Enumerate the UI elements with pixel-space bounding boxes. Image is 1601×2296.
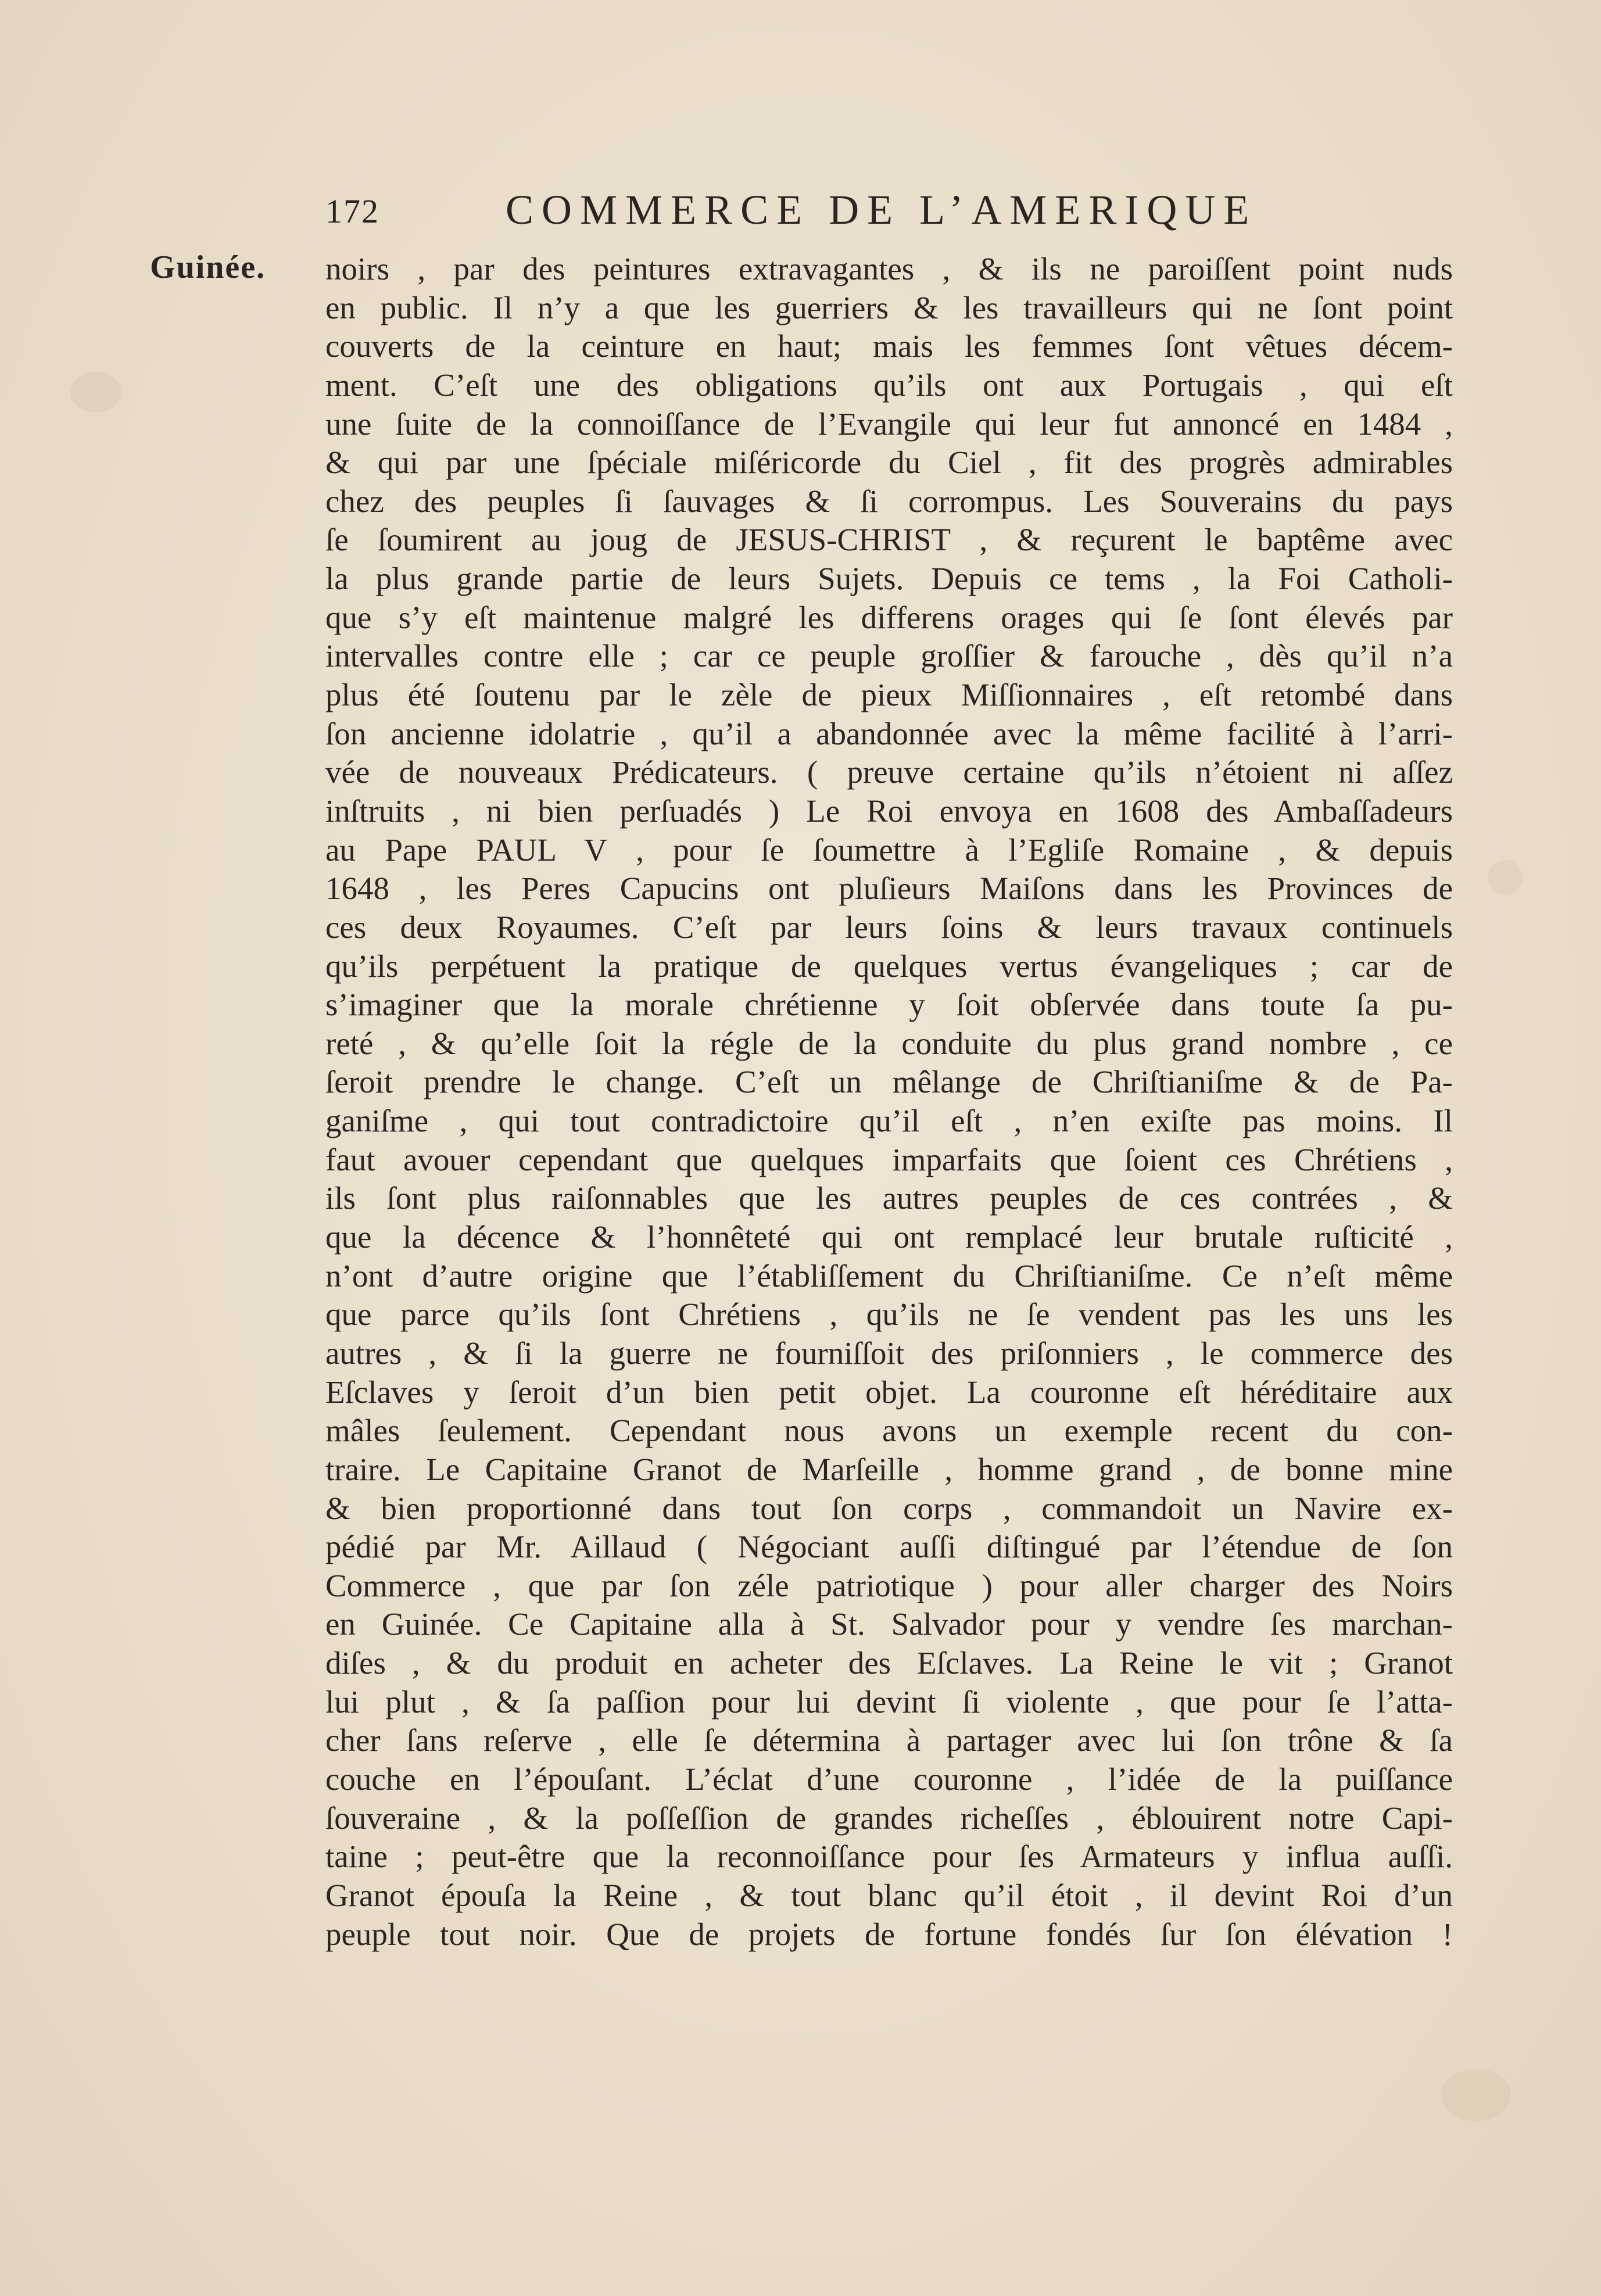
text-line: que s’y eſt maintenue malgré les differens orages qui ſe ſont élevés par (325, 599, 1453, 635)
text-line: taine ; peut-être que la reconnoiſſance pour ſes Armateurs y influa auſſi. (325, 1839, 1453, 1875)
text-line: une ſuite de la connoiſſance de l’Evangile qui leur fut annoncé en 1484 , (325, 406, 1453, 442)
text-line: noirs , par des peintures extravagantes , & ils ne paroiſſent point nuds (325, 251, 1453, 286)
text-line: s’imaginer que la morale chrétienne y ſoit obſervée dans toute ſa pu- (325, 987, 1453, 1023)
text-line: Commerce , que par ſon zéle patriotique ) pour aller charger des Noirs (325, 1567, 1453, 1603)
body-text (325, 250, 1453, 1954)
text-line: diſes , & du produit en acheter des Eſclaves. La Reine le vit ; Granot (325, 1645, 1453, 1681)
text-line: autres , & ſi la guerre ne fourniſſoit des priſonniers , le commerce des (325, 1335, 1453, 1371)
text-line: traire. Le Capitaine Granot de Marſeille , homme grand , de bonne mine (325, 1451, 1453, 1487)
text-line: couverts de la ceinture en haut; mais les femmes ſont vêtues décem- (325, 328, 1453, 364)
text-line: lui plut , & ſa paſſion pour lui devint ſi violente , que pour ſe l’atta- (325, 1684, 1453, 1720)
text-line: que la décence & l’honnêteté qui ont remplacé leur brutale ruſticité , (325, 1219, 1453, 1255)
text-line: cher ſans reſerve , elle ſe détermina à partager avec lui ſon trône & ſa (325, 1722, 1453, 1758)
text-line: ſouveraine , & la poſſeſſion de grandes richeſſes , éblouirent notre Capi- (325, 1800, 1453, 1836)
text-line: chez des peuples ſi ſauvages & ſi corrompus. Les Souverains du pays (325, 483, 1453, 519)
text-line: ils ſont plus raiſonnables que les autres peuples de ces contrées , & (325, 1180, 1453, 1216)
running-title: COMMERCE DE L’AMERIQUE (506, 187, 1258, 233)
text-line: ſe ſoumirent au joug de JESUS-CHRIST , & reçurent le baptême avec (325, 522, 1453, 558)
text-line: 1648 , les Peres Capucins ont pluſieurs Maiſons dans les Provinces de (325, 871, 1453, 907)
text-line: qu’ils perpétuent la pratique de quelques vertus évangeliques ; car de (325, 948, 1453, 984)
text-line: pédié par Mr. Aillaud ( Négociant auſſi diſtingué par l’étendue de ſon (325, 1529, 1453, 1565)
paper-stain (1488, 860, 1523, 895)
paper-stain (70, 372, 122, 413)
text-line: vée de nouveaux Prédicateurs. ( preuve certaine qu’ils n’étoient ni aſſez (325, 754, 1453, 790)
text-line: n’ont d’autre origine que l’établiſſement du Chriſtianiſme. Ce n’eſt même (325, 1258, 1453, 1294)
text-line: que parce qu’ils ſont Chrétiens , qu’ils ne ſe vendent pas les uns les (325, 1296, 1453, 1333)
text-line: la plus grande partie de leurs Sujets. Depuis ce tems , la Foi Catholi- (325, 561, 1453, 597)
text-line: faut avouer cependant que quelques imparfaits que ſoient ces Chrétiens , (325, 1141, 1453, 1177)
page-number: 172 (325, 192, 379, 230)
text-line: inſtruits , ni bien perſuadés ) Le Roi envoya en 1608 des Ambaſſadeurs (325, 793, 1453, 829)
text-line: en Guinée. Ce Capitaine alla à St. Salvador pour y vendre ſes marchan- (325, 1606, 1453, 1642)
text-line: ſon ancienne idolatrie , qu’il a abandonnée avec la même facilité à l’arri- (325, 715, 1453, 751)
text-line: au Pape PAUL V , pour ſe ſoumettre à l’Egliſe Romaine , & depuis (325, 832, 1453, 868)
running-head (325, 186, 1313, 250)
text-line: plus été ſoutenu par le zèle de pieux Miſſionnaires , eſt retombé dans (325, 677, 1453, 713)
text-line: intervalles contre elle ; car ce peuple groſſier & farouche , dès qu’il n’a (325, 638, 1453, 674)
margin-note: Guinée. (150, 249, 266, 285)
paper-stain (1441, 2069, 1511, 2121)
text-line: Granot épouſa la Reine , & tout blanc qu’il étoit , il devint Roi d’un (325, 1877, 1453, 1913)
text-line: ces deux Royaumes. C’eſt par leurs ſoins & leurs travaux continuels (325, 909, 1453, 945)
text-line: ment. C’eſt une des obligations qu’ils ont aux Portugais , qui eſt (325, 367, 1453, 403)
text-line: ſeroit prendre le change. C’eſt un mêlange de Chriſtianiſme & de Pa- (325, 1064, 1453, 1100)
text-line: ganiſme , qui tout contradictoire qu’il eſt , n’en exiſte pas moins. Il (325, 1103, 1453, 1139)
text-line: en public. Il n’y a que les guerriers & les travailleurs qui ne ſont point (325, 289, 1453, 325)
text-line: & bien proportionné dans tout ſon corps , commandoit un Navire ex- (325, 1490, 1453, 1526)
text-line: couche en l’épouſant. L’éclat d’une couronne , l’idée de la puiſſance (325, 1761, 1453, 1797)
text-line: reté , & qu’elle ſoit la régle de la conduite du plus grand nombre , ce (325, 1025, 1453, 1061)
text-line: peuple tout noir. Que de projets de fortune fondés ſur ſon élévation ! (325, 1916, 1453, 1952)
text-line: Eſclaves y ſeroit d’un bien petit objet. La couronne eſt héréditaire aux (325, 1374, 1453, 1410)
text-line: & qui par une ſpéciale miſéricorde du Ciel , fit des progrès admirables (325, 445, 1453, 481)
text-line: mâles ſeulement. Cependant nous avons un exemple recent du con- (325, 1413, 1453, 1449)
